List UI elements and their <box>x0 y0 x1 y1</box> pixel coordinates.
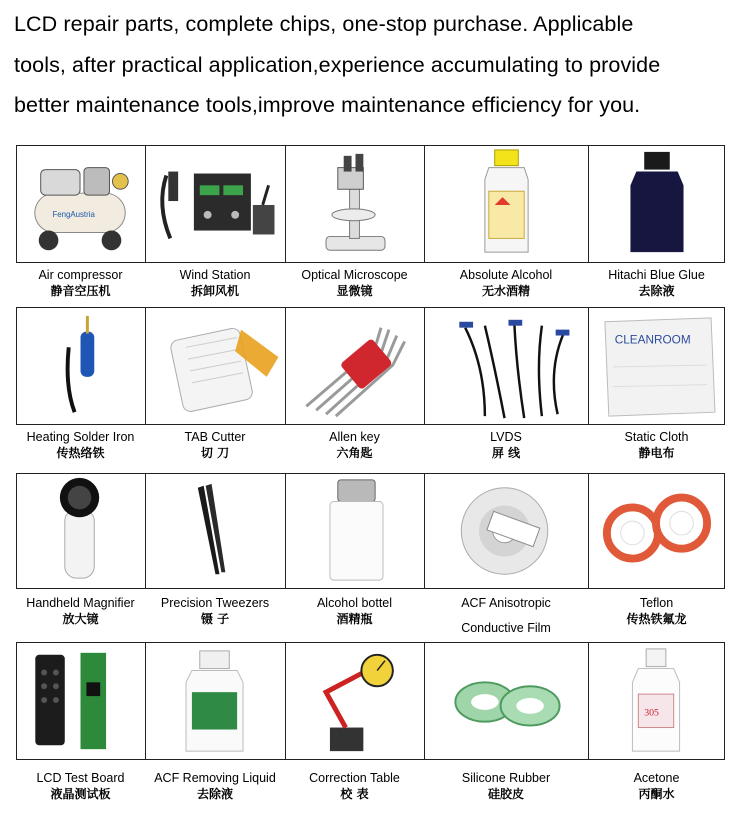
tool-name-en: TAB Cutter <box>184 430 246 444</box>
tool-name-en: LVDS <box>490 430 522 444</box>
tool-name-zh: 去除液 <box>196 787 233 801</box>
tool-item <box>424 145 588 815</box>
tool-label <box>424 770 588 802</box>
tool-item <box>588 145 725 815</box>
tool-label <box>285 770 424 802</box>
tool-name-zh: 传热络铁 <box>56 446 105 460</box>
tool-name-zh: 静电布 <box>638 446 675 460</box>
tool-image-frame <box>588 642 725 760</box>
removing-liquid-bottle-icon <box>146 643 285 759</box>
tool-name-en: Correction Table <box>309 771 400 785</box>
intro-line-2: tools, after practical application,experience accumulating to provide <box>14 52 661 77</box>
tool-name-en: Precision Tweezers <box>160 596 270 610</box>
tool-name-en: Optical Microscope <box>301 268 408 282</box>
test-board-icon <box>17 643 145 759</box>
tool-name-zh: 镊 子 <box>200 612 230 626</box>
tool-image-frame <box>16 642 146 760</box>
tool-name-en: Silicone Rubber <box>461 771 551 785</box>
tool-name-zh: 酒精瓶 <box>336 612 373 626</box>
tools-grid <box>16 145 725 815</box>
tool-name-zh: 传热铁氟龙 <box>626 612 687 626</box>
tool-label <box>588 770 725 802</box>
dial-indicator-icon <box>286 643 424 759</box>
tool-name-zh: 切 刀 <box>200 446 230 460</box>
intro-line-1: LCD repair parts, complete chips, one-stop purchase. Applicable <box>14 12 634 36</box>
tool-name-en: Hitachi Blue Glue <box>608 268 705 282</box>
intro-line-3: better maintenance tools,improve maintenance efficiency for you. <box>14 93 641 117</box>
tool-name-zh: 无水酒精 <box>481 284 530 298</box>
tool-name-zh: 液晶测试板 <box>50 787 111 801</box>
intro-text <box>14 4 729 126</box>
tool-item <box>16 145 145 815</box>
compressor-brand-text: FengAustria <box>52 209 95 219</box>
tool-name-en: LCD Test Board <box>36 771 125 785</box>
tool-name-en: Alcohol bottel <box>316 596 393 610</box>
tool-image-frame <box>285 642 425 760</box>
tool-name-en-line2: Conductive Film <box>461 621 551 635</box>
tool-name-zh: 硅胶皮 <box>487 787 524 801</box>
tool-image-frame <box>424 642 589 760</box>
tool-name-zh: 校 表 <box>340 787 369 801</box>
tool-label <box>145 770 285 802</box>
tool-name-zh: 去除液 <box>638 284 675 298</box>
tool-name-en: ACF Anisotropic <box>461 596 551 610</box>
tool-name-zh: 显微镜 <box>336 284 373 298</box>
tool-name-zh: 丙酮水 <box>638 787 675 801</box>
tool-name-en: Wind Station <box>179 268 251 282</box>
acetone-bottle-icon <box>589 643 724 759</box>
tool-name-en: Acetone <box>633 771 680 785</box>
tool-label <box>16 770 145 802</box>
tool-name-zh: 六角匙 <box>336 446 373 460</box>
tool-name-zh: 屏 线 <box>491 446 521 460</box>
tool-name-en: ACF Removing Liquid <box>154 771 276 785</box>
tool-name-zh: 静音空压机 <box>50 284 111 298</box>
tool-name-en: Teflon <box>639 596 674 610</box>
tool-name-en: Heating Solder Iron <box>26 430 135 444</box>
tool-name-en: Air compressor <box>38 268 123 282</box>
acetone-label-text: 305 <box>644 707 659 719</box>
tool-name-zh: 放大镜 <box>62 612 99 626</box>
silicone-rubber-rolls-icon <box>425 643 588 759</box>
cloth-brand-text: CLEANROOM <box>614 333 691 347</box>
tool-name-en: Handheld Magnifier <box>26 596 135 610</box>
tool-item <box>285 145 424 815</box>
tool-name-zh: 拆卸风机 <box>190 284 239 298</box>
tool-name-en: Allen key <box>329 430 380 444</box>
tool-name-en: Static Cloth <box>624 430 689 444</box>
tool-name-en: Absolute Alcohol <box>459 268 553 282</box>
tool-item <box>145 145 285 815</box>
tool-image-frame <box>145 642 286 760</box>
